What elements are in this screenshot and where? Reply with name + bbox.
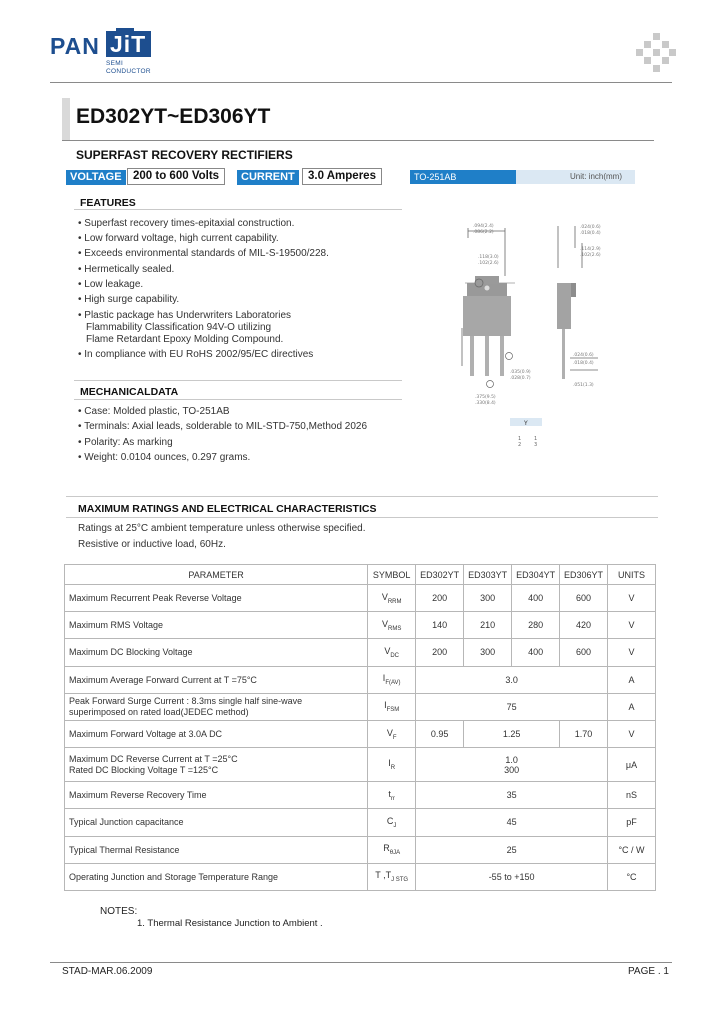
mechanical-item: • Polarity: As marking <box>78 437 173 448</box>
svg-text:.102(2.6): .102(2.6) <box>580 253 601 258</box>
mechanical-item: • Terminals: Axial leads, solderable to MIL-STD-750,Method 2026 <box>78 421 368 432</box>
table-row: Maximum RMS Voltage $V_{RMS}$ 140 210 280 420 V <box>65 612 656 639</box>
subtitle: SUPERFAST RECOVERY RECTIFIERS <box>76 148 293 162</box>
feature-item: • Superfast recovery times-epitaxial construction. <box>78 218 295 229</box>
column-header: ED303YT <box>464 565 512 585</box>
column-header: ED306YT <box>560 565 608 585</box>
footer-date: STAD-MAR.06.2009 <box>62 966 153 977</box>
logo-subtitle-conductor: CONDUCTOR <box>106 68 151 75</box>
corner-decoration <box>636 33 676 73</box>
feature-item: • Low leakage. <box>78 279 144 290</box>
voltage-tag: VOLTAGE <box>66 170 126 185</box>
svg-text:3: 3 <box>534 442 538 448</box>
feature-item-cont: Flammability Classification 94V-O utilizing <box>86 322 272 333</box>
ratings-heading: MAXIMUM RATINGS AND ELECTRICAL CHARACTERISTICS <box>78 503 377 515</box>
ratings-note: Resistive or inductive load, 60Hz. <box>78 539 226 550</box>
svg-text:.028(0.7): .028(0.7) <box>510 376 531 381</box>
feature-item: • Plastic package has Underwriters Laboratories <box>78 310 292 321</box>
column-header: PARAMETER <box>65 565 368 585</box>
page-title: ED302YT~ED306YT <box>76 105 271 128</box>
column-header: UNITS <box>608 565 656 585</box>
footer-page: PAGE . 1 <box>628 966 669 977</box>
svg-text:1: 1 <box>518 436 522 442</box>
current-tag: CURRENT <box>237 170 299 185</box>
svg-text:.102(2.6): .102(2.6) <box>478 261 499 266</box>
logo-subtitle-semi: SEMI <box>106 60 124 67</box>
package-name: TO-251AB <box>410 170 516 184</box>
notes-heading: NOTES: <box>100 906 138 917</box>
table-row: Maximum Forward Voltage at 3.0A DC $V_F$ 0.95 1.25 1.70 V <box>65 720 656 747</box>
svg-text:1: 1 <box>534 436 538 442</box>
table-row: Maximum Average Forward Current at T =75°C $I_{F(AV)}$ 3.0 A <box>65 666 656 693</box>
column-header: ED304YT <box>512 565 560 585</box>
svg-text:.035(0.9): .035(0.9) <box>510 370 531 375</box>
table-row: Peak Forward Surge Current : 8.3ms single half sine-wave superimposed on rated load(JEDEC method) $I_{FSM}$ 75 A <box>65 693 656 720</box>
svg-text:.094(2.4): .094(2.4) <box>473 224 494 229</box>
feature-item: • High surge capability. <box>78 294 180 305</box>
mechanical-item: • Case: Molded plastic, TO-251AB <box>78 406 230 417</box>
voltage-value: 200 to 600 Volts <box>127 168 225 185</box>
ratings-table <box>64 564 656 891</box>
table-row: Typical Thermal Resistance $R_{\theta JA}$ 25 °C / W <box>65 836 656 863</box>
ratings-note: Ratings at 25°C ambient temperature unless otherwise specified. <box>78 523 366 534</box>
table-row: Maximum Reverse Recovery Time $t_{rr}$ 35 nS <box>65 782 656 809</box>
table-header-row <box>65 565 656 585</box>
package-outline-diagram <box>410 188 635 458</box>
title-accent <box>62 98 70 140</box>
svg-text:.114(2.9): .114(2.9) <box>580 247 601 252</box>
svg-text:.018(0.4): .018(0.4) <box>580 231 601 236</box>
header-rule <box>50 82 672 83</box>
package-unit: Unit: inch(mm) <box>570 172 623 181</box>
feature-item: • Low forward voltage, high current capability. <box>78 233 279 244</box>
features-heading: FEATURES <box>80 197 136 209</box>
mechanical-item: • Weight: 0.0104 ounces, 0.297 grams. <box>78 452 251 463</box>
feature-item-cont: Flame Retardant Epoxy Molding Compound. <box>86 334 284 345</box>
current-value: 3.0 Amperes <box>302 168 382 185</box>
footer-rule <box>50 962 672 963</box>
table-row: Maximum DC Reverse Current at T =25°C Rated DC Blocking Voltage T =125°C $I_R$ 1.0 300 μA <box>65 748 656 782</box>
title-rule <box>62 140 654 141</box>
marking-header: Y <box>524 420 528 427</box>
feature-item: • In compliance with EU RoHS 2002/95/EC directives <box>78 349 314 360</box>
note-item: 1. Thermal Resistance Junction to Ambient . <box>137 918 323 929</box>
mechanical-heading: MECHANICALDATA <box>80 386 179 398</box>
svg-text:.118(3.0): .118(3.0) <box>478 255 499 260</box>
feature-item: • Exceeds environmental standards of MIL-S-19500/228. <box>78 248 329 259</box>
svg-text:.024(0.6): .024(0.6) <box>580 225 601 230</box>
column-header: ED302YT <box>416 565 464 585</box>
table-row: Operating Junction and Storage Temperature Range T $,T_{J STG}$ -55 to +150 °C <box>65 863 656 890</box>
svg-text:.086(2.2): .086(2.2) <box>473 230 494 235</box>
svg-text:.330(8.4): .330(8.4) <box>475 401 496 406</box>
table-row: Maximum DC Blocking Voltage $V_{DC}$ 200 300 400 600 V <box>65 639 656 666</box>
table-row: Maximum Recurrent Peak Reverse Voltage $V_{RRM}$ 200 300 400 600 V <box>65 585 656 612</box>
svg-text:.018(0.4): .018(0.4) <box>573 361 594 366</box>
logo-jit: JiT <box>106 31 151 57</box>
svg-text:.024(0.6): .024(0.6) <box>573 353 594 358</box>
feature-item: • Hermetically sealed. <box>78 264 175 275</box>
svg-text:2: 2 <box>518 442 522 448</box>
column-header: SYMBOL <box>368 565 416 585</box>
svg-text:.375(9.5): .375(9.5) <box>475 395 496 400</box>
logo-pan: PAN <box>50 33 100 59</box>
svg-text:.051(1.3): .051(1.3) <box>573 383 594 388</box>
table-row: Typical Junction capacitance $C_J$ 45 pF <box>65 809 656 836</box>
